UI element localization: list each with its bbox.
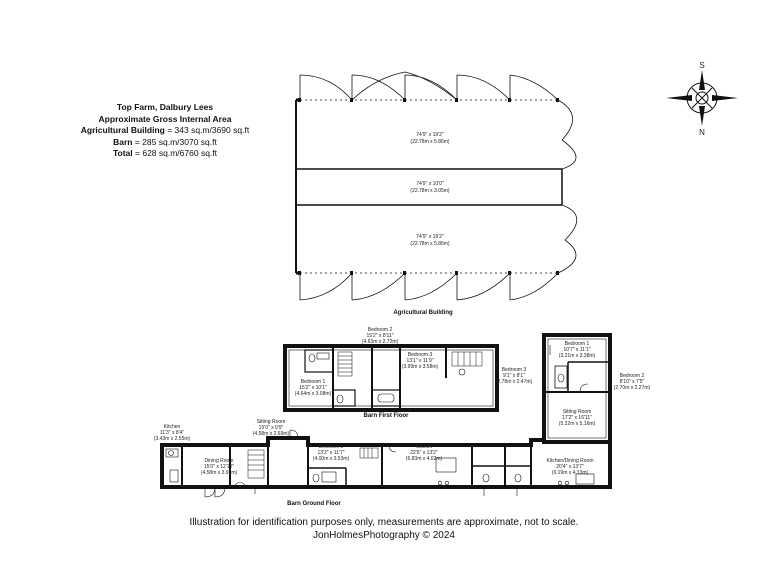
annex-bed1-name: Bedroom 1 [564, 341, 590, 347]
gf-kitchen-c-dim2: (6.83m x 4.02m) [405, 456, 443, 462]
gf-dining-dim1: 15'0" x 12'10" [203, 464, 235, 470]
gf-kitchen-c-name: Kitchen [415, 444, 433, 450]
copyright-text: JonHolmesPhotography © 2024 [313, 530, 455, 541]
bay3-dim-imperial: 74'9" x 19'2" [416, 234, 444, 240]
ff-bed1-name: Bedroom 1 [300, 379, 326, 385]
gf-sitting-dim1: 15'0" x 9'9" [258, 425, 284, 431]
ff-bed1-dim1: 15'2" x 10'1" [299, 385, 327, 391]
ff-bed3b-dim1: 9'1" x 8'1" [503, 373, 525, 379]
ff-bed3b-name: Bedroom 3 [501, 367, 527, 373]
agricultural-bay-labels [410, 132, 450, 247]
agricultural-building-caption: Agricultural Building [393, 310, 453, 316]
ff-bed3b-dim2: (2.78m x 2.47m) [495, 379, 533, 385]
compass-north-label: N [699, 128, 705, 137]
gf-kitchen-w-name: Kitchen [163, 424, 181, 430]
annex-bed1-dim1: 10'7" x 11'1" [563, 347, 591, 353]
gf-bed1-name: Bedroom 1 [318, 444, 344, 450]
bay3-dim-metric: (22.78m x 5.86m) [410, 241, 450, 247]
annex-bed2-dim2: (2.70m x 2.27m) [613, 385, 651, 391]
property-name: Top Farm, Dalbury Lees [116, 102, 214, 112]
annex-bed2-name: Bedroom 2 [619, 373, 645, 379]
annex-kitchen-dim1: 20'4" x 13'7" [556, 464, 584, 470]
annex-sitting-dim2: (5.22m x 5.16m) [558, 421, 596, 427]
gf-kitchen-w-dim1: 11'3" x 8'4" [159, 430, 185, 436]
gf-dining-name: Dining Room [204, 458, 234, 464]
gf-dining-dim2: (4.58m x 3.91m) [200, 470, 238, 476]
ff-bed3a-dim1: 13'1" x 11'9" [406, 358, 434, 364]
gf-sitting-name: Sitting Room [256, 419, 286, 425]
annex-kitchen-dim2: (6.19m x 4.13m) [551, 470, 589, 476]
ff-bed3a-name: Bedroom 3 [407, 352, 433, 358]
annex-bed2-dim1: 8'10" x 7'5" [619, 379, 645, 385]
barn-first-floor [285, 346, 497, 410]
ground-floor-labels [154, 419, 594, 476]
gf-sitting-dim2: (4.58m x 2.69m) [252, 431, 290, 437]
disclaimer-text: Illustration for identification purposes only, measurements are approximate, not to scale. [189, 517, 579, 528]
bay2-dim-imperial: 74'9" x 10'0" [416, 181, 444, 187]
gf-bed1-dim1: 13'2" x 11'7" [317, 450, 345, 456]
ground-floor-caption: Barn Ground Floor [287, 501, 341, 507]
annex-sitting-dim1: 17'2" x 16'11" [562, 415, 592, 421]
gf-bed1-dim2: (4.00m x 3.53m) [312, 456, 350, 462]
bay1-dim-imperial: 74'9" x 19'2" [416, 132, 444, 138]
annex-sitting-name: Sitting Room [562, 409, 592, 415]
compass-icon [666, 61, 738, 137]
annex-labels [559, 341, 651, 427]
compass-south-label: S [699, 61, 705, 70]
first-floor-caption: Barn First Floor [363, 413, 409, 419]
annex-kitchen-name: Kitchen/Dining Room [546, 458, 594, 464]
bay1-dim-metric: (22.78m x 5.86m) [410, 139, 450, 145]
area-total: Total = 628 sq.m/6760 sq.ft [112, 148, 218, 158]
annex-bed1-dim2: (3.21m x 3.38m) [558, 353, 596, 359]
ff-bed2-name: Bedroom 2 [367, 327, 393, 333]
bay2-dim-metric: (22.78m x 3.05m) [410, 188, 450, 194]
area-barn: Barn = 285 sq.m/3070 sq.ft [113, 136, 217, 147]
ff-bed1-dim2: (4.64m x 3.08m) [294, 391, 332, 397]
ff-bed2-dim2: (4.63m x 2.72m) [361, 339, 399, 345]
ff-bed2-dim1: 15'2" x 8'11" [366, 333, 394, 339]
gf-kitchen-c-dim1: 22'6" x 13'2" [410, 450, 438, 456]
gf-kitchen-w-dim2: (3.43m x 2.55m) [153, 436, 191, 442]
area-agricultural: Agricultural Building = 343 sq.m/3690 sq.ft [80, 125, 250, 135]
area-heading: Approximate Gross Internal Area [98, 113, 232, 124]
ff-bed3a-dim2: (3.99m x 3.58m) [401, 364, 439, 370]
